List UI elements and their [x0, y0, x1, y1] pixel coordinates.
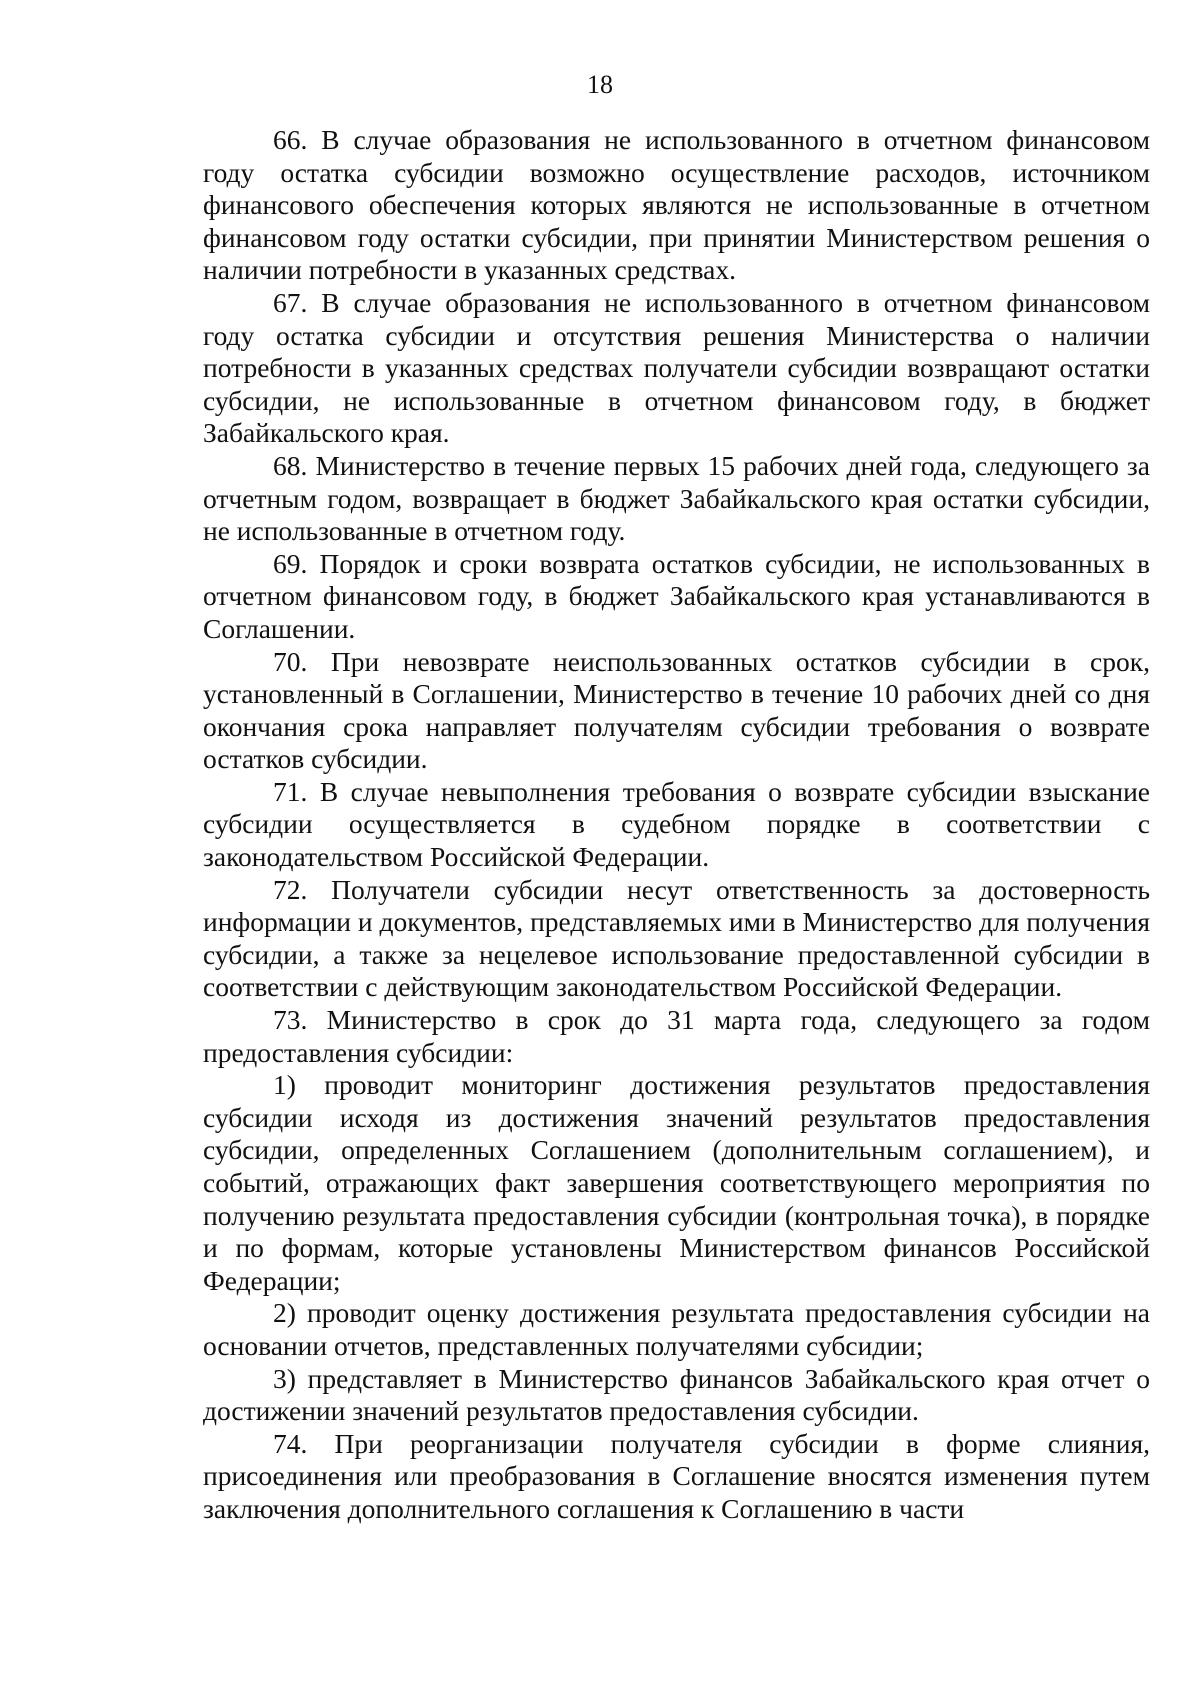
subitem-73-1: 1) проводит мониторинг достижения результатов предоставления субсидии исходя из достижения значений результатов предоставления субсидии, определенных Соглашением (дополнительным соглашением), и событий, отражающих факт завершения соответствующего мероприятия по получению результата предоставления субсидии (контрольная точка), в порядке и по формам, которые установлены Министерством финансов Российской Федерации;: [203, 1069, 1150, 1296]
paragraph-72: 72. Получатели субсидии несут ответственность за достоверность информации и документов, представляемых ими в Министерство для получения субсидии, а также за нецелевое использование предоставленной субсидии в соответствии с действующим законодательством Российской Федерации.: [203, 873, 1150, 1003]
subitem-73-3: 3) представляет в Министерство финансов Забайкальского края отчет о достижении значений результатов предоставления субсидии.: [203, 1362, 1150, 1427]
paragraph-74: 74. При реорганизации получателя субсидии в форме слияния, присоединения или преобразования в Соглашение вносятся изменения путем заключения дополнительного соглашения к Соглашению в части: [203, 1427, 1150, 1524]
paragraph-67: 67. В случае образования не использованного в отчетном финансовом году остатка субсидии и отсутствия решения Министерства о наличии потребности в указанных средствах получатели субсидии возвращают остатки субсидии, не использованные в отчетном финансовом году, в бюджет Забайкальского края.: [203, 286, 1150, 449]
paragraph-66: 66. В случае образования не использованного в отчетном финансовом году остатка субсидии возможно осуществление расходов, источником финансового обеспечения которых являются не использованные в отчетном финансовом году остатки субсидии, при принятии Министерством решения о наличии потребности в указанных средствах.: [203, 124, 1150, 286]
page-number: 18: [587, 70, 613, 99]
paragraph-68: 68. Министерство в течение первых 15 рабочих дней года, следующего за отчетным годом, возвращает в бюджет Забайкальского края остатки субсидии, не использованные в отчетном году.: [203, 449, 1150, 547]
paragraph-70: 70. При невозврате неиспользованных остатков субсидии в срок, установленный в Соглашении, Министерство в течение 10 рабочих дней со дня окончания срока направляет получателям субсидии требования о возврате остатков субсидии.: [203, 645, 1150, 775]
paragraph-71: 71. В случае невыполнения требования о возврате субсидии взыскание субсидии осуществляется в судебном порядке в соответствии с законодательством Российской Федерации.: [203, 775, 1150, 873]
document-body: [203, 124, 1150, 1526]
subitem-73-2: 2) проводит оценку достижения результата предоставления субсидии на основании отчетов, представленных получателями субсидии;: [203, 1297, 1150, 1361]
paragraph-69: 69. Порядок и сроки возврата остатков субсидии, не использованных в отчетном финансовом году, в бюджет Забайкальского края устанавливаются в Соглашении.: [203, 547, 1150, 644]
paragraph-73: 73. Министерство в срок до 31 марта года, следующего за годом предоставления субсидии:: [203, 1004, 1150, 1068]
